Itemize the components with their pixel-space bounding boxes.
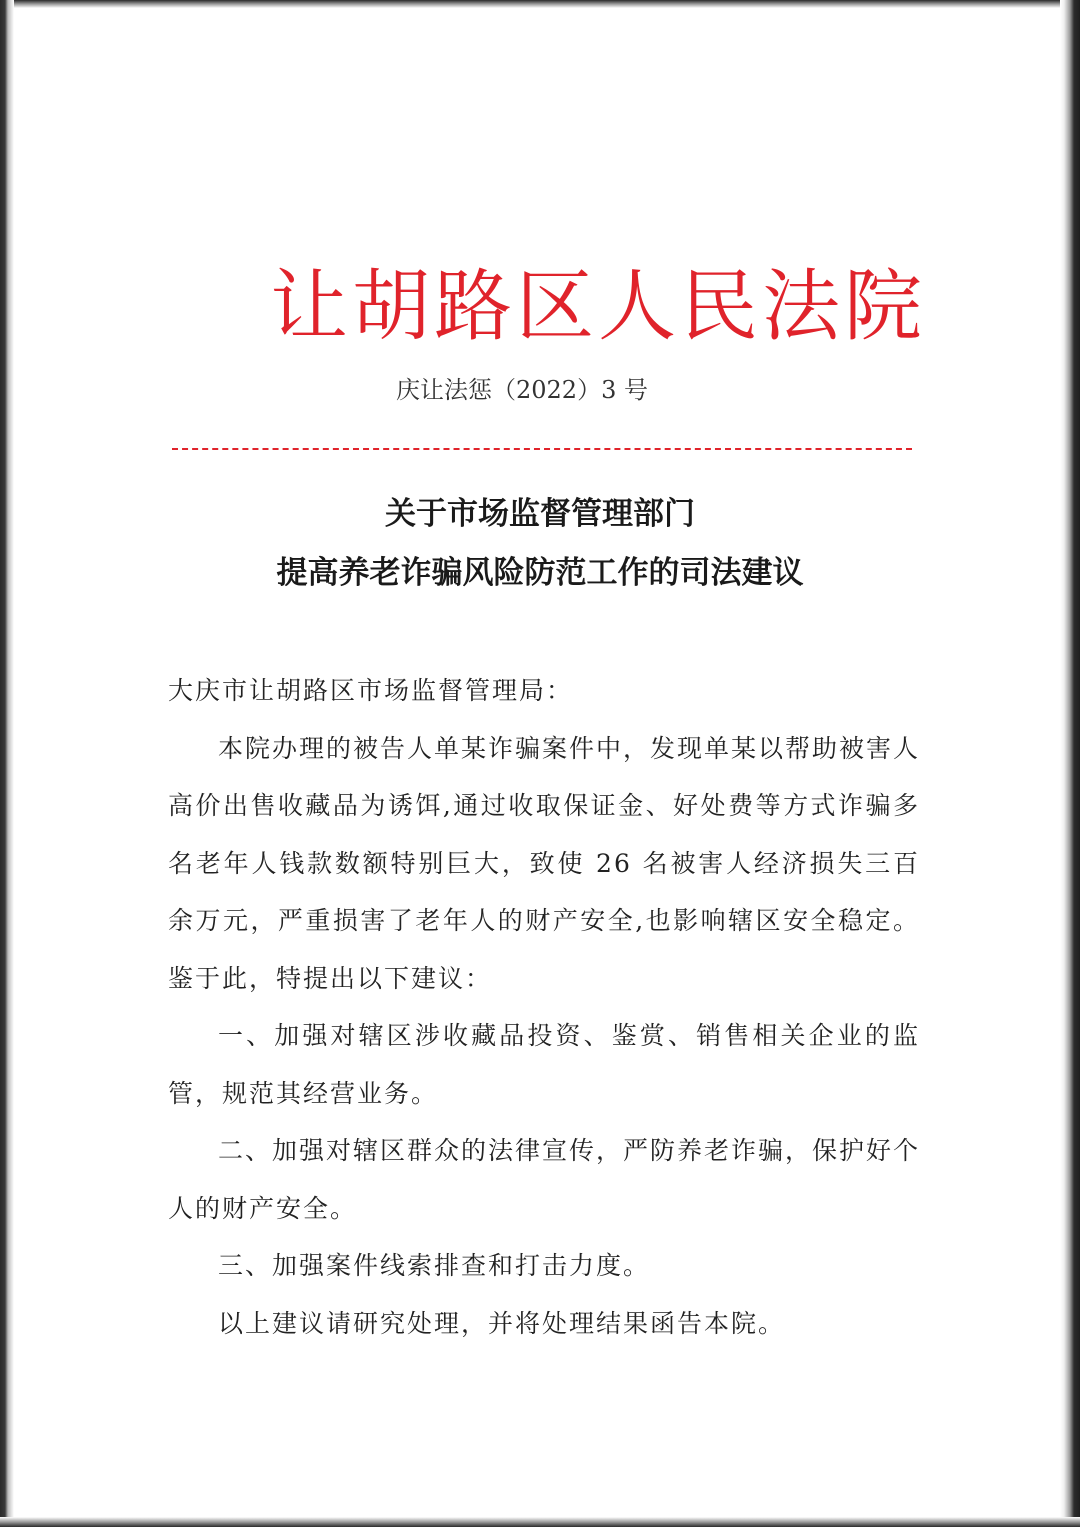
scan-edge-bottom [0, 1517, 1080, 1527]
scan-edge-right [1060, 0, 1080, 1527]
scan-edge-left [0, 0, 14, 1527]
document-number: 庆让法惩（2022）3 号 [396, 376, 648, 404]
paragraph-case-summary: 本院办理的被告人单某诈骗案件中，发现单某以帮助被害人高价出售收藏品为诱饵,通过收取保证金、好处费等方式诈骗多名老年人钱款数额特别巨大，致使 26 名被害人经济损失三百余万元，严重损害了老年人的财产安全,也影响辖区安全稳定。鉴于此，特提出以下建议： [168, 733, 921, 993]
paragraph-suggestion-3: 三、加强案件线索排查和打击力度。 [218, 1251, 651, 1280]
paragraph-suggestion-2: 二、加强对辖区群众的法律宣传，严防养老诈骗，保护好个人的财产安全。 [168, 1136, 921, 1223]
paragraph-suggestion-1: 一、加强对辖区涉收藏品投资、鉴赏、销售相关企业的监管，规范其经营业务。 [168, 1021, 920, 1108]
letter-body [168, 662, 920, 1352]
scan-edge-top [0, 0, 1080, 8]
red-separator-line [172, 448, 912, 450]
paragraph-closing: 以上建议请研究处理，并将处理结果函告本院。 [218, 1308, 786, 1338]
salutation: 大庆市让胡路区市场监督管理局： [168, 676, 574, 705]
court-name-header: 让胡路区人民法院 [270, 262, 927, 352]
document-title-line-2: 提高养老诈骗风险防范工作的司法建议 [276, 555, 804, 591]
document-title-line-1: 关于市场监督管理部门 [385, 496, 695, 532]
